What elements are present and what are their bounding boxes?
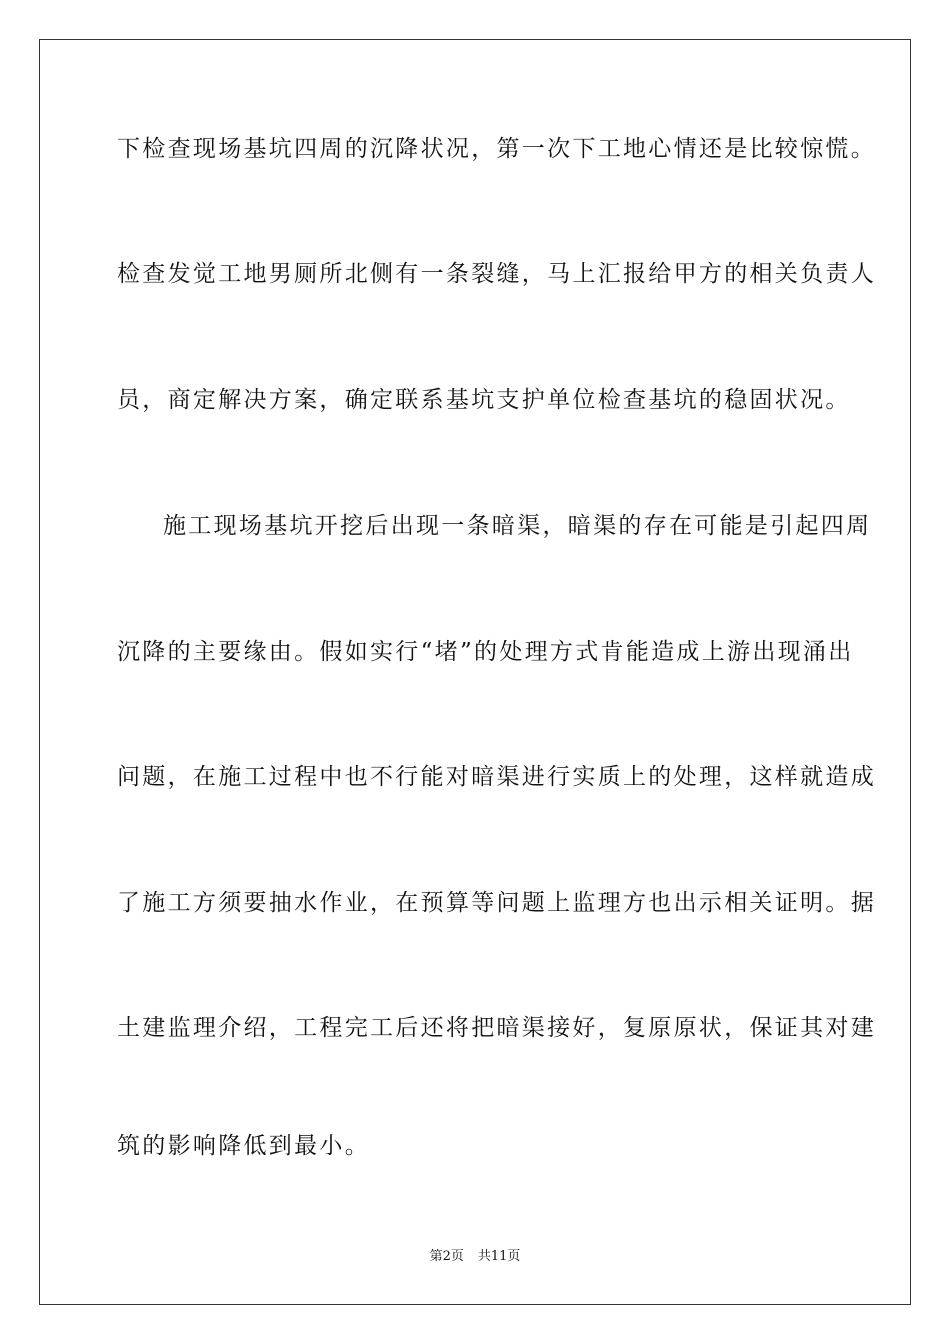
text-line-7: 了施工方须要抽水作业，在预算等问题上监理方也出示相关证明。据 xyxy=(117,890,876,916)
text-line-3: 员，商定解决方案，确定联系基坑支护单位检查基坑的稳固状况。 xyxy=(117,387,851,413)
page-footer xyxy=(0,1248,950,1266)
text-line-1: 下检查现场基坑四周的沉降状况，第一次下工地心情还是比较惊慌。 xyxy=(117,136,876,162)
text-line-9: 筑的影响降低到最小。 xyxy=(117,1133,370,1159)
page-border xyxy=(39,39,911,1305)
text-line-8: 土建监理介绍，工程完工后还将把暗渠接好，复原原状，保证其对建 xyxy=(117,1015,876,1041)
text-line-4-paragraph-start: 施工现场基坑开挖后出现一条暗渠，暗渠的存在可能是引起四周 xyxy=(163,513,872,539)
text-line-5: 沉降的主要缘由。假如实行“堵”的处理方式肯能造成上游出现涌出 xyxy=(117,639,854,665)
text-line-2: 检查发觉工地男厕所北侧有一条裂缝，马上汇报给甲方的相关负责人 xyxy=(117,261,876,287)
page-total: 共11页 xyxy=(477,1249,521,1264)
page-number: 第2页 xyxy=(429,1249,464,1264)
text-line-6: 问题，在施工过程中也不行能对暗渠进行实质上的处理，这样就造成 xyxy=(117,764,876,790)
